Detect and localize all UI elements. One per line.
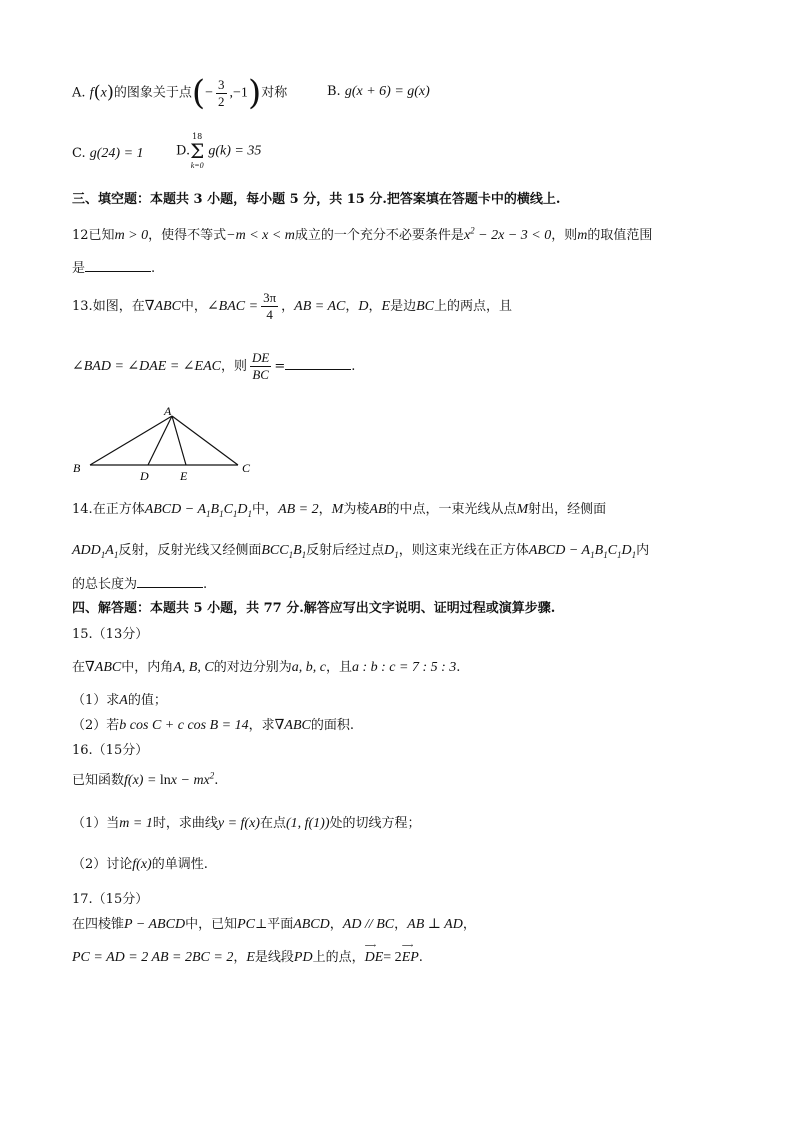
q17-line2: PC = AD = 2 AB = 2BC = 2，E是线段PD上的点， ⟶ DE= 2 ⟶ EP. [72, 941, 423, 965]
section3-heading: 三、填空题：本题共 3 小题，每小题 5 分，共 15 分.把答案填在答题卡中的横线上. [72, 192, 561, 207]
label-c: C [242, 461, 251, 475]
face-add1a1: $ADD_1A_1$ [72, 543, 119, 560]
q16-line1: 已知函数$f(x) = \ln x - mx^2$. [72, 770, 219, 788]
q11-option-b: B. g(x + 6) = g(x) [327, 84, 430, 99]
label-a: A [164, 404, 172, 418]
cube-name: ABCD − $A_1B_1C_1D_1$ [144, 502, 253, 519]
point-d1: $D_1$ [384, 543, 399, 560]
q15-header: 15.（13分） [72, 627, 149, 642]
q14-line3: 的总长度为 . [72, 577, 208, 592]
label-e: E [180, 469, 188, 482]
cube-name: ABCD − $A_1B_1C_1D_1$ [528, 543, 637, 560]
q17-header: 17.（15分） [72, 892, 149, 907]
q12-line2: 是 . [72, 261, 156, 276]
q15-line1: 在∇ABC中，内角A, B, C的对边分别为a, b, c，且a : b : c = 7 : 5 : 3. [72, 660, 461, 675]
vector-ep: ⟶ EP [401, 941, 419, 965]
quadratic-inequality: $x^2 - 2x - 3 < 0$ [463, 225, 552, 243]
q17-line1: 在四棱锥P − ABCD中，已知PC⊥平面ABCD，AD // BC，AB ⊥ AD， [72, 917, 476, 932]
q16-part2: （2）讨论f(x)的单调性. [72, 857, 208, 872]
segment-ae [172, 416, 186, 465]
fx-expression: f(x) [132, 857, 152, 872]
fraction-de-bc: $\frac{DE}{BC}$ [251, 350, 270, 382]
q13-line2: ∠BAD = ∠DAE = ∠EAC，则 $\frac{DE}{BC}$ = . [72, 350, 356, 382]
q16-header: 16.（15分） [72, 743, 149, 758]
summation-symbol: 18 Σ k=0 [190, 132, 205, 170]
fx-expression: f [89, 85, 94, 101]
function-definition: $f(x) = \ln x - mx^2$ [124, 770, 215, 788]
label-b: B [73, 461, 81, 475]
vector-de: ⟶ DE [364, 941, 384, 965]
fraction-3pi-4: $\frac{3\pi}{4}$ [263, 290, 277, 322]
point-expression: (1, f(1)) [285, 816, 330, 831]
q12-line1: 12已知m > 0，使得不等式−m < x < m成立的一个充分不必要条件是$x^2 - 2x - 3 < 0$，则m的取值范围 [72, 225, 653, 243]
q15-part2: （2）若b cos C + c cos B = 14，求∇ABC的面积. [72, 718, 354, 733]
q14-line1: 14.在正方体ABCD − $A_1B_1C_1D_1$中，AB = 2，M为棱AB的中点，一束光线从点M射出，经侧面 [72, 502, 607, 519]
q14-line2: $ADD_1A_1$反射，反射光线又经侧面$BCC_1B_1$反射后经过点$D_1$，则这束光线在正方体ABCD − $A_1B_1C_1D_1$内 [72, 543, 650, 560]
q11-option-d: D. 18 Σ k=0 g(k) = 35 [176, 132, 262, 170]
face-bcc1b1: $BCC_1B_1$ [261, 543, 307, 560]
section4-heading: 四、解答题：本题共 5 小题，共 77 分.解答应写出文字说明、证明过程或演算步骤. [72, 601, 556, 616]
curve-expression: y = f(x) [217, 816, 260, 831]
fraction-3-2: $\frac{3}{2}$ [218, 76, 225, 109]
q15-part1: （1）求A的值； [72, 693, 167, 708]
answer-blank [285, 357, 351, 370]
q11-option-c: C. g(24) = 1 [72, 146, 144, 161]
answer-blank [137, 575, 203, 588]
q11-option-a: A. f(x)的图象关于点(− $\frac{3}{2}$ ,−1)对称 [72, 73, 288, 113]
triangle-figure [66, 402, 266, 482]
label-d: D [140, 469, 149, 482]
side-ac [172, 416, 238, 465]
q16-part1: （1）当m = 1时，求曲线y = f(x)在点(1, f(1))处的切线方程； [72, 816, 421, 831]
q13-line1: 13.如图，在∇ABC中，∠BAC = $\frac{3\pi}{4}$ ，AB = AC，D，E是边BC上的两点，且 [72, 290, 512, 322]
answer-blank [85, 259, 151, 272]
